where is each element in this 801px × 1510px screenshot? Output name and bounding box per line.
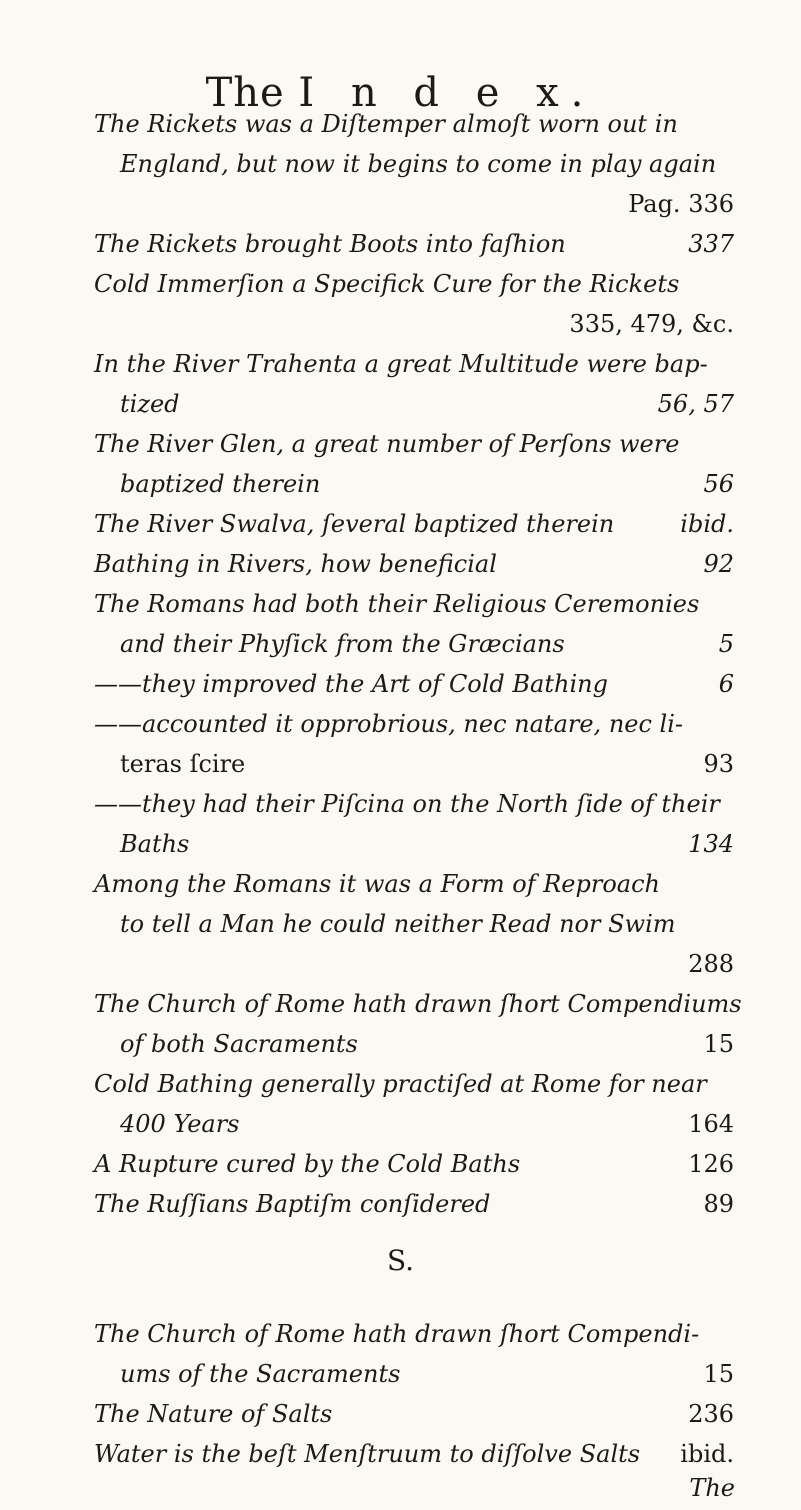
entry-line: and their Phyſick from the Græcians <box>120 630 565 658</box>
entry-line: The Rickets brought Boots into faſhion <box>94 230 566 258</box>
index-entry <box>94 784 734 864</box>
entry-page: 337 <box>688 230 734 258</box>
entry-line: Cold Bathing generally practiſed at Rome for near <box>94 1070 707 1098</box>
entry-page: ibid. <box>680 510 734 538</box>
header-index: I n d e x. <box>298 70 596 116</box>
entry-page: Pag. 336 <box>628 190 734 218</box>
index-entry <box>94 1394 734 1434</box>
entry-line: A Rupture cured by the Cold Baths <box>94 1150 521 1178</box>
entry-line: 400 Years <box>120 1110 240 1138</box>
entry-line: Bathing in Rivers, how beneficial <box>94 550 497 578</box>
entry-page: 15 <box>703 1360 734 1388</box>
entry-line: In the River Trahenta a great Multitude were bap- <box>94 350 708 378</box>
index-entry <box>94 544 734 584</box>
section-letter: S. <box>386 1244 415 1277</box>
index-entry <box>94 104 734 224</box>
entry-page: 93 <box>703 750 734 778</box>
index-entry <box>94 1064 734 1144</box>
entry-line: tized <box>120 390 180 418</box>
entry-page: 56 <box>703 470 734 498</box>
entry-line: The Church of Rome hath drawn ſhort Compendi- <box>94 1320 700 1348</box>
entry-line: The Ruſſians Baptiſm conſidered <box>94 1190 491 1218</box>
index-entry <box>94 504 734 544</box>
index-entry <box>94 344 734 424</box>
index-entry <box>94 1144 734 1184</box>
entry-page: 89 <box>703 1190 734 1218</box>
entry-page: 56, 57 <box>657 390 734 418</box>
index-entry <box>94 984 742 1064</box>
index-entry <box>94 1184 734 1224</box>
entry-line: The River Swalva, ſeveral baptized therein <box>94 510 615 538</box>
entry-page: 15 <box>703 1030 734 1058</box>
entry-line: The River Glen, a great number of Perſons were <box>94 430 680 458</box>
entry-page: ibid. <box>680 1440 734 1468</box>
index-entry <box>94 224 734 264</box>
index-entry <box>94 704 734 784</box>
entry-line: ——accounted it opprobrious, nec natare, nec li- <box>94 710 684 738</box>
entry-line: Water is the beſt Menſtruum to diſſolve Salts <box>94 1440 641 1468</box>
entry-page: 92 <box>703 550 734 578</box>
entry-page: 164 <box>688 1110 734 1138</box>
entry-line: Cold Immerſion a Specifick Cure for the Rickets <box>94 270 680 298</box>
entry-page: 236 <box>688 1400 734 1428</box>
index-entry <box>94 864 734 984</box>
entry-line: The Church of Rome hath drawn ſhort Compendiums <box>94 990 742 1018</box>
entry-page: 134 <box>688 830 734 858</box>
entry-line: of both Sacraments <box>120 1030 358 1058</box>
entry-page: 5 <box>718 630 734 658</box>
entry-line: baptized therein <box>120 470 321 498</box>
entry-line: Baths <box>120 830 190 858</box>
entry-line: England, but now it begins to come in play again <box>120 150 717 178</box>
entry-line: teras ſcire <box>120 750 246 778</box>
entry-line: The Rickets was a Diſtemper almoſt worn out in <box>94 110 678 138</box>
catchword: The <box>689 1474 735 1502</box>
index-entry <box>94 1314 734 1394</box>
header-the: The <box>205 70 285 116</box>
entry-line: The Nature of Salts <box>94 1400 333 1428</box>
entry-line: The Romans had both their Religious Ceremonies <box>94 590 700 618</box>
index-entry <box>94 584 734 664</box>
entry-line: to tell a Man he could neither Read nor Swim <box>120 910 676 938</box>
entry-page: 126 <box>688 1150 734 1178</box>
entry-page: 288 <box>688 950 734 978</box>
index-entry <box>94 664 734 704</box>
entry-line: Among the Romans it was a Form of Reproach <box>94 870 660 898</box>
entry-line: ——they improved the Art of Cold Bathing <box>94 670 608 698</box>
index-entry <box>94 264 734 344</box>
entry-page: 335, 479, &c. <box>569 310 734 338</box>
entry-line: ums of the Sacraments <box>120 1360 401 1388</box>
index-entry <box>94 1434 734 1474</box>
entry-page: 6 <box>718 670 734 698</box>
index-entry <box>94 424 734 504</box>
entry-line: ——they had their Piſcina on the North ſide of their <box>94 790 720 818</box>
